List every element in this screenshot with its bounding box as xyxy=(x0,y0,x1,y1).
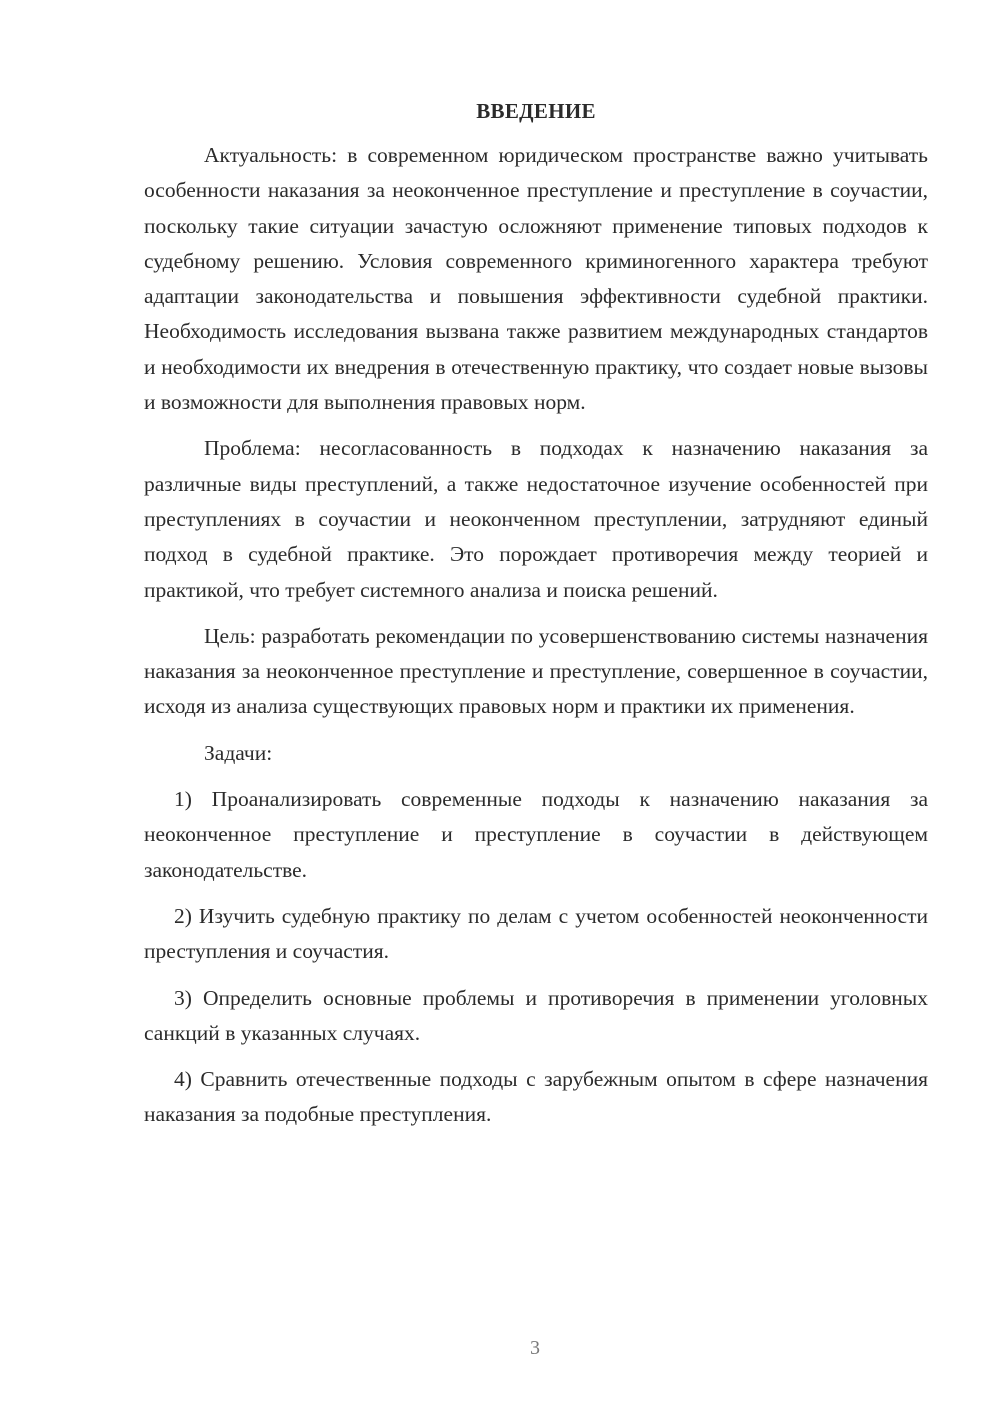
paragraph-problem: Проблема: несогласованность в подходах к назначению наказания за различные виды преступлений, а также недостаточное изучение особенностей при преступлениях в соучастии и неоконченном преступлении, затрудняют единый подход в судебной практике. Это порождает противоречия между теорией и практикой, что требует системного анализа и поиска решений. xyxy=(144,436,928,602)
document-body xyxy=(144,96,928,1144)
task-item-1: 1) Проанализировать современные подходы к назначению наказания за неоконченное преступление и преступление в соучастии в действующем законодательстве. xyxy=(144,787,928,882)
section-title: ВВЕДЕНИЕ xyxy=(476,99,596,123)
paragraph-goal: Цель: разработать рекомендации по усовершенствованию системы назначения наказания за неоконченное преступление и преступление, совершенное в соучастии, исходя из анализа существующих правовых норм и практики их применения. xyxy=(144,623,928,719)
page-number: 3 xyxy=(530,1337,540,1359)
task-item-4: 4) Сравнить отечественные подходы с зарубежным опытом в сфере назначения наказания за подобные преступления. xyxy=(144,1067,928,1127)
task-item-2: 2) Изучить судебную практику по делам с учетом особенностей неоконченности преступления и соучастия. xyxy=(144,903,928,964)
paragraph-relevance: Актуальность: в современном юридическом пространстве важно учитывать особенности наказания за неоконченное преступление и преступление в соучастии, поскольку такие ситуации зачастую осложняют применение типовых подходов к судебному решению. Условия современного криминогенного характера требуют адаптации законодательства и повышения эффективности судебной практики. Необходимость исследования вызвана также развитием международных стандартов и необходимости их внедрения в отечественную практику, что создает новые вызовы и возможности для выполнения правовых норм. xyxy=(144,143,928,415)
task-item-3: 3) Определить основные проблемы и противоречия в применении уголовных санкций в указанных случаях. xyxy=(144,985,928,1045)
paragraph-tasks-heading: Задачи: xyxy=(204,740,273,765)
